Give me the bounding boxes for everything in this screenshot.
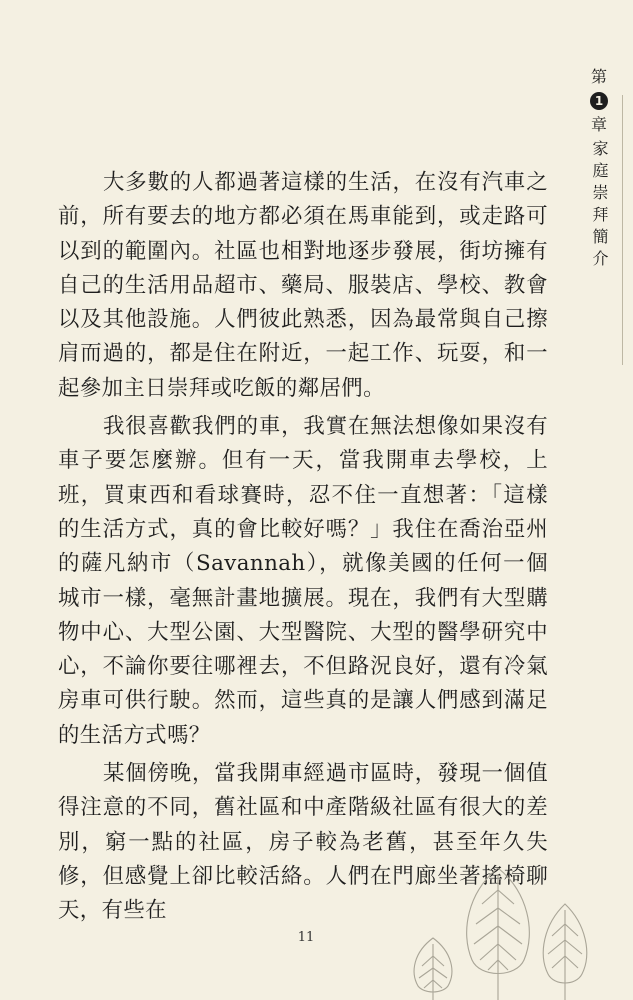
paragraph-1: 大多數的人都過著這樣的生活，在沒有汽車之前，所有要去的地方都必須在馬車能到，或走路可以到的範圍內。社區也相對地逐步發展，街坊擁有自己的生活用品超市、藥局、服裝店、學校、教會以及其他設施。人們彼此熟悉，因為最常與自己擦肩而過的，都是住在附近，一起工作、玩耍，和一起參加主日崇拜或吃飯的鄰居們。 [58, 170, 548, 401]
paragraph-3: 某個傍晚，當我開車經過市區時，發現一個值得注意的不同，舊社區和中產階級社區有很大的差別，窮一點的社區，房子較為老舊，甚至年久失修，但感覺上卻比較活絡。人們在門廊坐著搖椅聊天，有些在 [58, 761, 548, 924]
chapter-prefix: 第 [590, 67, 607, 86]
paragraph-2: 我很喜歡我們的車，我實在無法想像如果沒有車子要怎麼辦。但有一天，當我開車去學校，上班，買東西和看球賽時，忍不住一直想著：「這樣的生活方式，真的會比較好嗎？」我住在喬治亞州的薩凡納市（Savannah），就像美國的任何一個城市一樣，毫無計畫地擴展。現在，我們有大型購物中心、大型公園、大型醫院、大型的醫學研究中心，不論你要往哪裡去，不但路況良好，還有冷氣房車可供行駛。然而，這些真的是讓人們感到滿足的生活方式嗎？ [58, 414, 548, 748]
body-text [58, 166, 548, 933]
chapter-divider [622, 95, 623, 365]
tree-illustration [400, 860, 633, 1000]
chapter-number-badge: 1 [590, 92, 608, 110]
chapter-suffix: 章 [590, 115, 607, 134]
chapter-tab [586, 66, 612, 272]
page-number: 11 [297, 930, 315, 945]
chapter-title: 家庭崇拜簡介 [590, 140, 609, 272]
